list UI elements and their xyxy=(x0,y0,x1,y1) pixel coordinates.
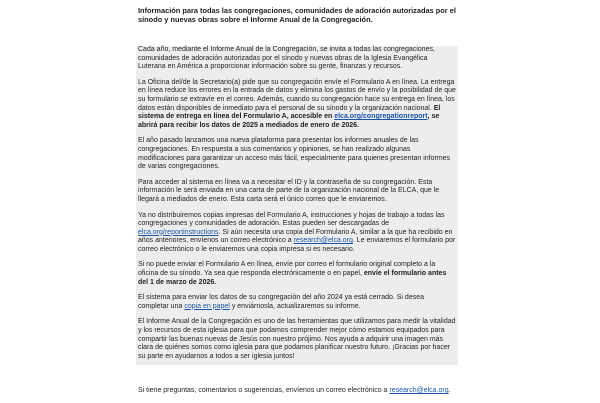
closed-2024-text-before: El sistema para enviar los datos de su congregación del año 2024 ya está cerrado. Si desea completar una xyxy=(138,294,425,310)
closing-text: Si tiene preguntas, comentarios o sugerencias, envíenos un correo electrónico a xyxy=(138,387,388,395)
online-submission-text: La Oficina del/de la Secretario(a) pide que su congregación envíe el Formulario A en línea. La entrega en línea reduce los errores en la entrada de datos y elimina los gastos de envío y la posibilidad de que su formulario se extravíe en el correo. Además, cuando su congregación hace su entrega en línea, los datos están disponibles de inmediato para el personal de su sínodo y la organización nacional. xyxy=(138,78,456,112)
closing-research-email-link[interactable]: research@elca.org xyxy=(389,387,449,395)
printed-copies-text-after: . Le enviaremos el formulario por correo electrónico o le enviaremos una copia impresa si es necesario. xyxy=(138,237,456,253)
printed-copies-text-before: Ya no distribuiremos copias impresas del Formulario A, instrucciones y hojas de trabajo a todas las congregaciones y comunidades de adoración. Estas pueden ser descargadas de xyxy=(138,211,445,228)
paper-copy-link[interactable]: copia en papel xyxy=(184,302,230,310)
paper-submission-paragraph xyxy=(138,261,456,287)
new-platform-paragraph: El año pasado lanzamos una nueva plataforma para presentar los informes anuales de las congregaciones. En respuesta a sus comentarios y opiniones, se han realizado algunas modificaciones para garantizar un acceso más fácil, especialmente para quienes presentan informes de varias congregaciones. xyxy=(138,137,451,171)
page-heading: Información para todas las congregaciones, comunidades de adoración autorizadas por el sínodo y nuevas obras sobre el Informe Anual de la Congregación. xyxy=(138,6,456,24)
online-submission-bold-tail: , se abrirá para recibir los datos de 2025 a mediados de enero de 2026. xyxy=(138,113,440,129)
online-submission-paragraph xyxy=(138,79,456,131)
access-paragraph: Para acceder al sistema en línea va a necesitar el ID y la contraseña de su congregación. Esta información le será enviada en una carta de parte de la organización nacional de la ELCA, que le llegará a mediados de enero. Esta carta será el único correo que le enviaremos. xyxy=(138,178,440,203)
closed-2024-paragraph xyxy=(138,294,456,311)
closing-tail: . xyxy=(448,387,451,395)
paper-submission-text: Si no puede enviar el Formulario A en línea, envíe por correo el formulario original completo a la oficina de su sínodo. Ya sea que responda electrónicamente o en papel, xyxy=(138,261,436,278)
online-submission-bold-lead: El sistema de entrega en línea del Formulario A, accesible en xyxy=(138,104,441,121)
reportinstructions-link[interactable]: elca.org/reportinstructions xyxy=(138,228,219,236)
content-column xyxy=(138,6,456,403)
congregationreport-link[interactable]: elca.org/congregationreport xyxy=(334,113,428,121)
printed-copies-paragraph xyxy=(138,212,456,255)
closing-paragraph xyxy=(138,387,456,396)
intro-paragraph: Cada año, mediante el Informe Anual de la Congregación, se invita a todas las congregaciones, comunidades de adoración autorizadas por el sínodo y nuevas obras de la Iglesia Evangélica Luterana en América a proporcionar información sobre su gente, finanzas y recursos. xyxy=(138,46,435,71)
printed-copies-text-mid: . Si aún necesita una copia del Formulario A, similar a la que ha recibido en años anteriores, envíenos un correo electrónico a xyxy=(138,228,453,245)
deadline-bold: envíe el formulario antes del 1 de marzo de 2026. xyxy=(138,270,447,286)
vitality-paragraph: El Informe Anual de la Congregación es uno de las herramientas que utilizamos para medir la vitalidad y los recursos de esta iglesia para que podamos comprender mejor cómo estamos equipados para compartir las buenas nuevas de Jesús con nuestro prójimo. Nos ayuda a adquirir una imagen más clara de quiénes somos como iglesia para que podamos planificar nuestro futuro. ¡Gracias por hacer su parte en ayudarnos a todos a ser iglesia juntos! xyxy=(138,318,456,360)
closed-2024-text-after: y enviárnosla, actualizaremos su informe. xyxy=(231,302,361,310)
research-email-link[interactable]: research@elca.org xyxy=(293,237,353,245)
info-section xyxy=(136,46,458,365)
